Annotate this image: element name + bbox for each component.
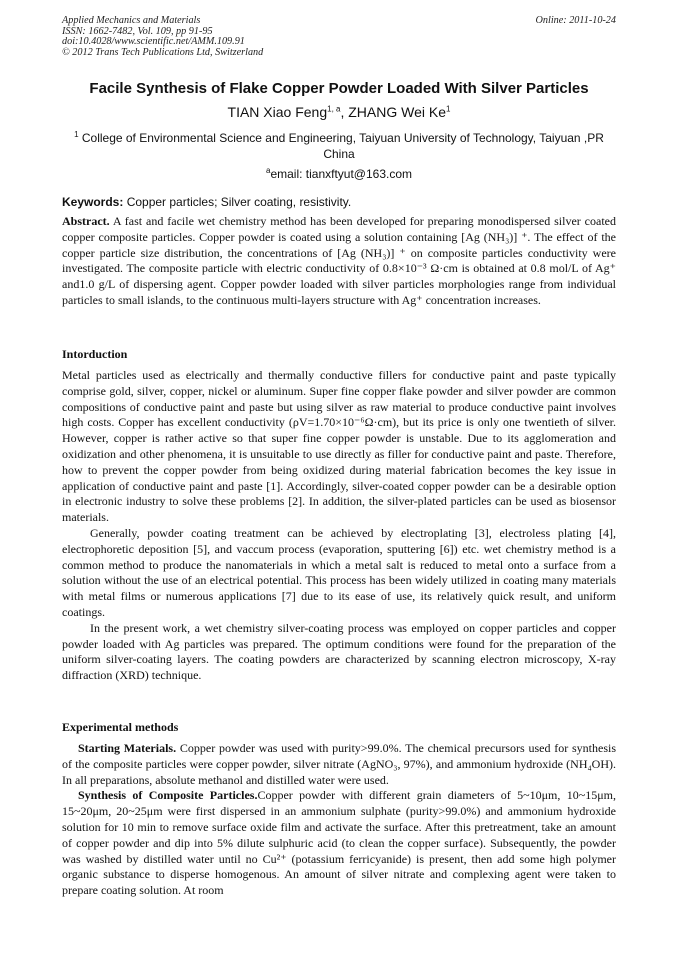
affiliation-superscript: 1: [74, 130, 79, 139]
author-line: [40, 104, 638, 120]
intro-paragraph-2: Generally, powder coating treatment can be achieved by electroplating [3], electroless plating [4], electrophoretic deposition [5], and vaccum process (evaporation, sputtering [6]) etc. wet chemistry method is a common method to produce the nanomaterials in which a metal salt is reduced to metal onto a surface from a solution without the use of an electrical potential. This process has been widely utilized in coating many materials with metal films or numerous applications [7] due to its ease of use, its relatively quick result, and uniform coatings.: [62, 525, 616, 619]
author-2-superscript: 1: [446, 104, 451, 114]
email-line: [62, 167, 616, 181]
email-superscript: a: [265, 166, 271, 175]
online-date: Online: 2011-10-24: [535, 15, 616, 26]
intro-heading: Intorduction: [62, 347, 128, 361]
starting-materials-text: Copper powder was used with purity>99.0%. The chemical precursors used for synthesis of the composite particles were copper powder, silver nitrate (AgNO₃, 97%), and ammonium hydroxide (NH₄OH). In all preparations, absolute methanol and distilled water were used.: [62, 741, 617, 787]
methods-section: [62, 741, 616, 899]
paper-title: Facile Synthesis of Flake Copper Powder Loaded With Silver Particles: [89, 80, 589, 97]
intro-section: [62, 368, 616, 684]
intro-paragraph-1: Metal particles used as electrically and thermally conductive fillers for conductive paint and paste typically comprise gold, silver, copper, nickel or aluminum. Super fine copper flake powder and silver powder are common compositions of conductive paint and paste but using silver as raw material to produce conductive paint involves high costs. Copper has excellent conductivity (ρV=1.70×10⁻⁶Ω·cm), but its price is only one twentieth of silver. However, copper is rather active so that super fine copper powder is unstable. Due to its agglomeration and oxidization and other phenomena, it is unsuitable to use directly as filler for conductive paint and paste. Therefore, how to prevent the copper powder from being oxidized during material fabrication becomes the key issue in application of conductive paint and paste [1]. Accordingly, silver-coated copper powder can be a desirable option in electronic industry to solve these problems [2]. In addition, the silver-plated particles can be used as biosensor materials.: [62, 368, 616, 525]
journal-name: Applied Mechanics and Materials: [62, 15, 201, 26]
methods-heading: Experimental methods: [62, 720, 179, 734]
starting-materials-label: Starting Materials.: [78, 741, 177, 755]
keywords-text: Copper particles; Silver coating, resistivity.: [123, 195, 352, 209]
author-separator: ,: [340, 104, 349, 120]
author-1-superscript: 1, a: [327, 104, 341, 114]
abstract: [62, 214, 616, 309]
copyright-line: © 2012 Trans Tech Publications Ltd, Switzerland: [62, 46, 264, 58]
affiliation-text: College of Environmental Science and Engineering, Taiyuan University of Technology, Taiyuan ,PR China: [78, 131, 604, 161]
synthesis-text: Copper powder with different grain diameters of 5~10μm, 10~15μm, 15~20μm, 20~25μm were first dispersed in an ammonium sulphate (purity>99.0%) and ammonium hydroxide solution for 10 min to remove surface oxide film and activate the surface. After this pretreatment, take an amount of copper powder and dip into 5% dilute sulphuric acid (to clean the copper surface). Subsequently, the powder was washed by distilled water until no Cu²⁺ (potassium ferricyanide) is present, then add some high polymer organic substance to disperse homogenous. An amount of silver nitrate and complexing agent were taken to prepare coating solution. At room: [62, 788, 617, 898]
author-2: ZHANG Wei Ke: [348, 104, 447, 120]
issn-line: ISSN: 1662-7482, Vol. 109, pp 91-95: [62, 25, 213, 37]
abstract-label: Abstract.: [62, 214, 110, 228]
keywords-label: Keywords:: [62, 195, 124, 209]
intro-paragraph-3: In the present work, a wet chemistry silver-coating process was employed on copper particles and copper powder loaded with Ag particles was prepared. The optimum conditions were found for the preparation of the uniform silver-coating layers. The coating powders are characterized by scanning electron microscopy, X-ray diffraction (XRD) technique.: [62, 620, 616, 683]
journal-header: [62, 16, 616, 58]
abstract-text: A fast and facile wet chemistry method has been developed for preparing monodispersed silver coated copper composite particles. Copper powder is coated using a solution containing [Ag (NH₃)] ⁺. The effect of the copper particle size distribution, the concentrations of [Ag (NH₃)] ⁺ on composite particles conductivity were investigated. The composite particle with electric conductivity of 0.8×10⁻³ Ω·cm is obtained at 0.8 mol/L of Ag⁺ and1.0 g/L of dispersing agent. Copper powder loaded with silver particles morphologies range from individual particles to small islands, to the continuous multi-layers structure with Ag⁺ concentration increases.: [62, 214, 616, 307]
author-1: TIAN Xiao Feng: [227, 104, 328, 120]
email-text: email: tianxftyut@163.com: [270, 167, 413, 181]
synthesis-label: Synthesis of Composite Particles.: [78, 788, 258, 803]
keywords: [62, 195, 616, 209]
affiliation: [62, 130, 616, 162]
doi-line: doi:10.4028/www.scientific.net/AMM.109.91: [62, 36, 245, 47]
